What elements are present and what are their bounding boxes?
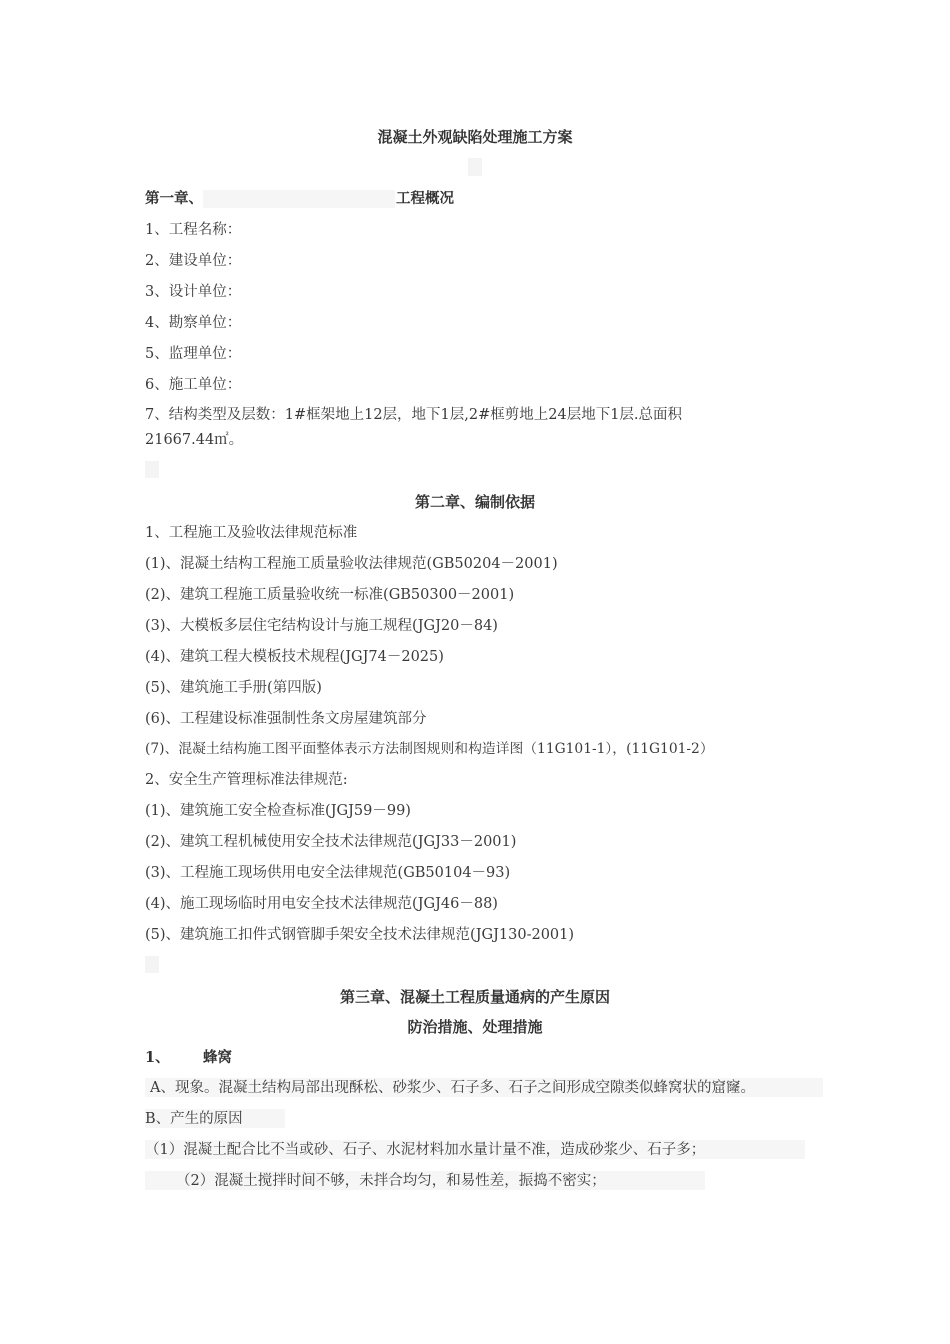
chapter2-section1-item-7: (7)、混凝土结构施工图平面整体表示方法制图规则和构造详图（11G101-1），(11G101-2）: [145, 741, 714, 757]
chapter1-item-3: 3、设计单位：: [145, 284, 242, 300]
chapter2-section1-item-2: (2)、建筑工程施工质量验收统一标准(GB50300－2001): [145, 587, 515, 603]
chapter3-cause-1: （1）混凝土配合比不当或砂、石子、水泥材料加水量计量不准，造成砂浆少、石子多；: [145, 1142, 706, 1158]
chapter1-item-4: 4、勘察单位：: [145, 315, 242, 331]
document-title: 混凝土外观缺陷处理施工方案: [377, 128, 573, 146]
chapter2-section1-item-4: (4)、建筑工程大模板技术规程(JGJ74－2025): [145, 649, 444, 665]
chapter1-item-7-line2: 21667.44㎡。: [145, 432, 244, 448]
chapter3-sub1-number: 1、: [145, 1049, 170, 1066]
chapter2-section1-item-6: (6)、工程建设标准强制性条文房屋建筑部分: [145, 711, 427, 727]
chapter3-para-b: B、产生的原因: [145, 1111, 243, 1127]
chapter2-section2-item-4: (4)、施工现场临时用电安全技术法律规范(JGJ46－88): [145, 896, 498, 912]
chapter1-item-5: 5、监理单位：: [145, 346, 242, 362]
heading-gap-shade: [203, 190, 395, 208]
chapter2-section1-title: 1、工程施工及验收法律规范标准: [145, 525, 358, 541]
chapter2-section1-item-3: (3)、大模板多层住宅结构设计与施工规程(JGJ20－84): [145, 618, 498, 634]
chapter1-item-2: 2、建设单位：: [145, 253, 242, 269]
chapter3-cause-2: （2）混凝土搅拌时间不够，未拌合均匀，和易性差，振捣不密实；: [176, 1173, 606, 1189]
blank-placeholder: [468, 158, 482, 176]
chapter2-section2-item-3: (3)、工程施工现场供用电安全法律规范(GB50104－93): [145, 865, 511, 881]
chapter2-section2-title: 2、安全生产管理标准法律规范:: [145, 772, 348, 788]
chapter2-section2-item-5: (5)、建筑施工扣件式钢管脚手架安全技术法律规范(JGJ130-2001): [145, 927, 575, 943]
chapter1-item-6: 6、施工单位：: [145, 377, 242, 393]
chapter3-heading-line1: 第三章、混凝土工程质量通病的产生原因: [339, 988, 610, 1006]
chapter3-para-a: A、现象。混凝土结构局部出现酥松、砂浆少、石子多、石子之间形成空隙类似蜂窝状的窟窿。: [150, 1080, 755, 1096]
chapter1-item-1: 1、工程名称：: [145, 222, 242, 238]
chapter3-heading-line2: 防治措施、处理措施: [407, 1018, 543, 1036]
blank-placeholder: [145, 956, 159, 973]
chapter2-section2-item-2: (2)、建筑工程机械使用安全技术法律规范(JGJ33－2001): [145, 834, 517, 850]
chapter1-item-7-line1: 7、结构类型及层数：1#框架地上12层，地下1层,2#框剪地上24层地下1层.总面积: [145, 407, 683, 423]
chapter2-heading: 第二章、编制依据: [414, 493, 535, 511]
blank-placeholder: [145, 461, 159, 478]
chapter1-heading-title: 工程概况: [396, 190, 454, 207]
chapter1-heading-prefix: 第一章、: [145, 190, 203, 207]
chapter2-section2-item-1: (1)、建筑施工安全检查标准(JGJ59－99): [145, 803, 411, 819]
chapter2-section1-item-1: (1)、混凝土结构工程施工质量验收法律规范(GB50204－2001): [145, 556, 558, 572]
chapter2-section1-item-5: (5)、建筑施工手册(第四版): [145, 680, 322, 696]
chapter3-sub1-title: 蜂窝: [203, 1049, 232, 1066]
